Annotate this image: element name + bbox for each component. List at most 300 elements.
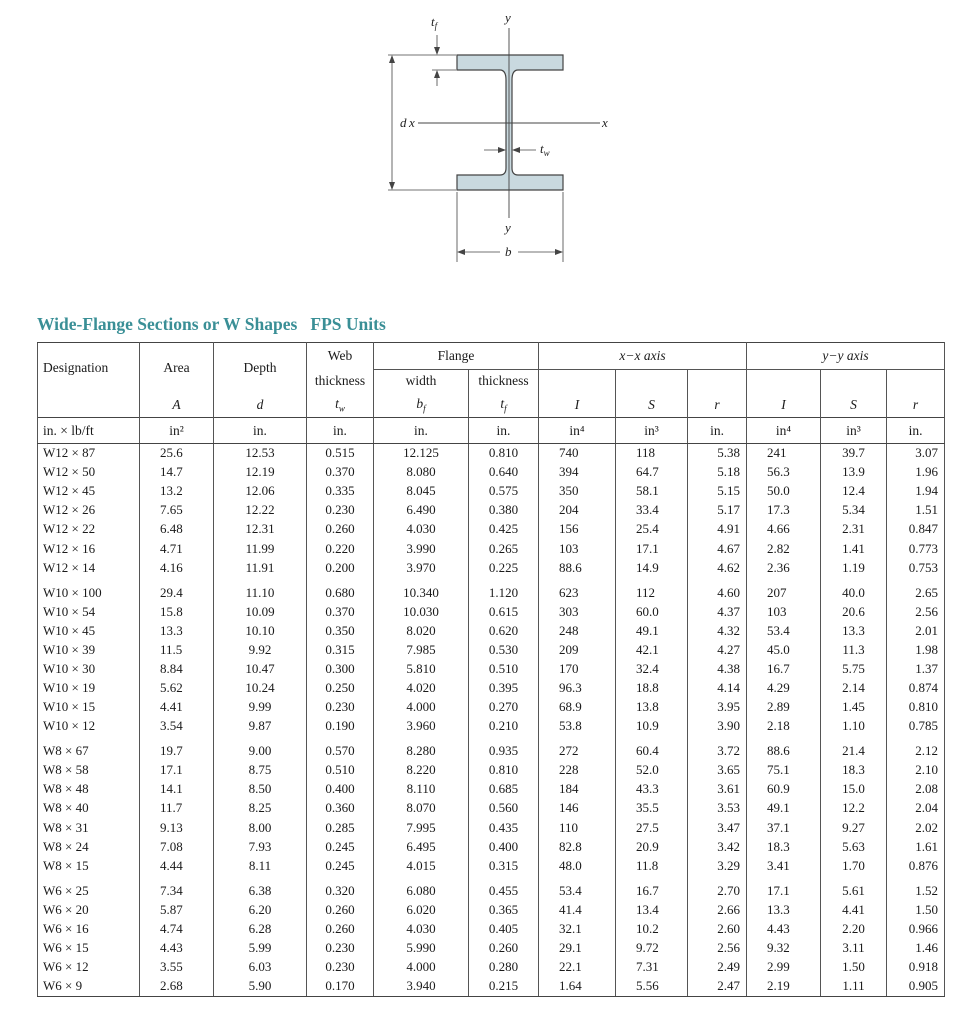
cell-flange-thickness: 0.530 (469, 641, 539, 660)
cell-flange-width: 3.990 (374, 539, 469, 558)
cell-area: 15.8 (140, 603, 214, 622)
unit-Sx: in³ (616, 418, 688, 444)
cell-sx: 25.4 (616, 520, 688, 539)
cell-iy: 60.9 (747, 780, 821, 799)
cell-designation: W10 × 19 (38, 679, 140, 698)
cell-ry: 0.785 (887, 717, 945, 736)
cell-rx: 3.53 (688, 799, 747, 818)
cell-ry: 2.01 (887, 622, 945, 641)
cell-sx: 52.0 (616, 761, 688, 780)
cell-designation: W10 × 100 (38, 577, 140, 602)
cell-area: 7.65 (140, 501, 214, 520)
cell-flange-width: 8.280 (374, 736, 469, 761)
header-depth: Depth (214, 343, 307, 393)
cell-iy: 103 (747, 603, 821, 622)
table-row (38, 875, 945, 900)
cell-designation: W8 × 58 (38, 761, 140, 780)
cell-web-thickness: 0.515 (307, 444, 374, 464)
cell-ix: 53.8 (539, 717, 616, 736)
table-row (38, 679, 945, 698)
cell-web-thickness: 0.680 (307, 577, 374, 602)
cell-flange-thickness: 0.380 (469, 501, 539, 520)
cell-ry: 1.94 (887, 482, 945, 501)
cell-flange-thickness: 0.400 (469, 837, 539, 856)
table-row (38, 736, 945, 761)
cell-ry: 2.65 (887, 577, 945, 602)
cell-web-thickness: 0.260 (307, 520, 374, 539)
cell-ry: 0.810 (887, 698, 945, 717)
cell-sx: 64.7 (616, 463, 688, 482)
cell-rx: 3.47 (688, 818, 747, 837)
symbol-Ix: I (539, 392, 616, 418)
cell-web-thickness: 0.230 (307, 939, 374, 958)
cell-flange-thickness: 0.435 (469, 818, 539, 837)
cell-ix: 170 (539, 660, 616, 679)
symbol-tw: $t_w$ (307, 392, 374, 418)
cell-ix: 248 (539, 622, 616, 641)
cell-ry: 1.61 (887, 837, 945, 856)
cell-sy: 2.20 (821, 920, 887, 939)
label-x-left: x (409, 115, 415, 130)
cell-ix: 103 (539, 539, 616, 558)
table-row (38, 780, 945, 799)
cell-iy: 45.0 (747, 641, 821, 660)
cell-web-thickness: 0.320 (307, 875, 374, 900)
cell-ry: 0.905 (887, 977, 945, 997)
symbol-Sy: S (821, 392, 887, 418)
cell-sx: 33.4 (616, 501, 688, 520)
cell-flange-thickness: 0.810 (469, 761, 539, 780)
table-row (38, 603, 945, 622)
cell-rx: 3.29 (688, 856, 747, 875)
cell-web-thickness: 0.260 (307, 901, 374, 920)
cell-web-thickness: 0.570 (307, 736, 374, 761)
cell-sy: 1.41 (821, 539, 887, 558)
table-row (38, 558, 945, 577)
cell-iy: 17.3 (747, 501, 821, 520)
cell-flange-width: 8.045 (374, 482, 469, 501)
cell-ry: 0.753 (887, 558, 945, 577)
cell-sy: 1.50 (821, 958, 887, 977)
cell-area: 14.1 (140, 780, 214, 799)
cell-sx: 32.4 (616, 660, 688, 679)
cell-iy: 4.29 (747, 679, 821, 698)
cell-depth: 9.87 (214, 717, 307, 736)
cell-web-thickness: 0.260 (307, 920, 374, 939)
cell-ix: 82.8 (539, 837, 616, 856)
cell-web-thickness: 0.190 (307, 717, 374, 736)
cell-ix: 29.1 (539, 939, 616, 958)
cell-area: 5.87 (140, 901, 214, 920)
cell-ix: 740 (539, 444, 616, 464)
label-tf: $t_f$ (431, 14, 438, 31)
cell-ry: 0.773 (887, 539, 945, 558)
cell-area: 6.48 (140, 520, 214, 539)
cell-ix: 53.4 (539, 875, 616, 900)
cell-sy: 20.6 (821, 603, 887, 622)
cell-sx: 13.4 (616, 901, 688, 920)
cell-designation: W6 × 12 (38, 958, 140, 977)
cell-rx: 3.72 (688, 736, 747, 761)
cell-sy: 12.4 (821, 482, 887, 501)
cell-sy: 11.3 (821, 641, 887, 660)
cell-area: 9.13 (140, 818, 214, 837)
cell-sx: 10.9 (616, 717, 688, 736)
label-b: b (505, 244, 512, 259)
cell-web-thickness: 0.285 (307, 818, 374, 837)
cell-depth: 12.19 (214, 463, 307, 482)
cell-web-thickness: 0.350 (307, 622, 374, 641)
cell-sy: 1.70 (821, 856, 887, 875)
table-row (38, 939, 945, 958)
label-d: d (400, 115, 407, 130)
cell-rx: 3.95 (688, 698, 747, 717)
table-row (38, 958, 945, 977)
header-xx-axis: x−x axis (539, 343, 747, 370)
table-row (38, 520, 945, 539)
cell-flange-thickness: 0.935 (469, 736, 539, 761)
cell-area: 4.74 (140, 920, 214, 939)
cell-rx: 4.27 (688, 641, 747, 660)
unit-depth: in. (214, 418, 307, 444)
cell-iy: 2.99 (747, 958, 821, 977)
cell-depth: 9.99 (214, 698, 307, 717)
cell-web-thickness: 0.170 (307, 977, 374, 997)
cell-iy: 75.1 (747, 761, 821, 780)
cell-iy: 50.0 (747, 482, 821, 501)
symbol-depth: d (214, 392, 307, 418)
cell-depth: 12.31 (214, 520, 307, 539)
table-row (38, 698, 945, 717)
cell-area: 7.34 (140, 875, 214, 900)
table-row (38, 920, 945, 939)
cell-iy: 37.1 (747, 818, 821, 837)
cell-area: 13.3 (140, 622, 214, 641)
cell-area: 19.7 (140, 736, 214, 761)
cell-sy: 2.31 (821, 520, 887, 539)
cell-iy: 56.3 (747, 463, 821, 482)
cell-ry: 1.98 (887, 641, 945, 660)
cell-area: 29.4 (140, 577, 214, 602)
cell-web-thickness: 0.370 (307, 603, 374, 622)
cell-designation: W8 × 24 (38, 837, 140, 856)
cell-web-thickness: 0.220 (307, 539, 374, 558)
cell-area: 8.84 (140, 660, 214, 679)
table-row (38, 482, 945, 501)
cell-sy: 39.7 (821, 444, 887, 464)
header-flange-thickness: thickness (469, 370, 539, 393)
cell-sy: 1.10 (821, 717, 887, 736)
cell-iy: 207 (747, 577, 821, 602)
cell-rx: 5.18 (688, 463, 747, 482)
cell-area: 4.71 (140, 539, 214, 558)
cell-area: 11.5 (140, 641, 214, 660)
cell-iy: 2.89 (747, 698, 821, 717)
cell-designation: W10 × 30 (38, 660, 140, 679)
label-tw: $t_w$ (540, 141, 550, 158)
label-x-right: x (602, 115, 608, 130)
cell-rx: 4.37 (688, 603, 747, 622)
cell-ix: 41.4 (539, 901, 616, 920)
cell-iy: 4.43 (747, 920, 821, 939)
cell-sy: 2.14 (821, 679, 887, 698)
symbol-area: A (140, 392, 214, 418)
cell-sx: 60.0 (616, 603, 688, 622)
cell-flange-thickness: 0.215 (469, 977, 539, 997)
cell-ix: 96.3 (539, 679, 616, 698)
cell-designation: W12 × 50 (38, 463, 140, 482)
cell-area: 3.54 (140, 717, 214, 736)
symbol-ry: r (887, 392, 945, 418)
cell-ix: 184 (539, 780, 616, 799)
cell-ix: 394 (539, 463, 616, 482)
cell-depth: 7.93 (214, 837, 307, 856)
cell-iy: 2.19 (747, 977, 821, 997)
table-row (38, 856, 945, 875)
cell-flange-thickness: 0.395 (469, 679, 539, 698)
cell-ix: 146 (539, 799, 616, 818)
header-web-line2: thickness (307, 370, 374, 393)
cell-flange-width: 4.000 (374, 958, 469, 977)
cell-designation: W8 × 15 (38, 856, 140, 875)
cell-depth: 10.24 (214, 679, 307, 698)
cell-area: 13.2 (140, 482, 214, 501)
cell-ry: 3.07 (887, 444, 945, 464)
cell-iy: 2.82 (747, 539, 821, 558)
cell-flange-thickness: 0.620 (469, 622, 539, 641)
cell-depth: 5.99 (214, 939, 307, 958)
cell-rx: 5.17 (688, 501, 747, 520)
unit-Sy: in³ (821, 418, 887, 444)
cell-sy: 13.3 (821, 622, 887, 641)
cell-sy: 4.41 (821, 901, 887, 920)
cell-sx: 11.8 (616, 856, 688, 875)
cell-sx: 112 (616, 577, 688, 602)
cell-designation: W12 × 14 (38, 558, 140, 577)
cell-flange-width: 4.015 (374, 856, 469, 875)
cell-area: 5.62 (140, 679, 214, 698)
cell-flange-width: 10.030 (374, 603, 469, 622)
cell-flange-thickness: 0.510 (469, 660, 539, 679)
cell-area: 14.7 (140, 463, 214, 482)
cell-ix: 209 (539, 641, 616, 660)
cell-flange-width: 8.020 (374, 622, 469, 641)
cell-ix: 48.0 (539, 856, 616, 875)
cell-depth: 8.00 (214, 818, 307, 837)
cell-depth: 8.75 (214, 761, 307, 780)
w-shape-cross-section-diagram (0, 0, 979, 300)
cell-depth: 10.09 (214, 603, 307, 622)
cell-sx: 42.1 (616, 641, 688, 660)
cell-flange-width: 6.490 (374, 501, 469, 520)
cell-rx: 2.60 (688, 920, 747, 939)
table-body (38, 444, 945, 997)
cell-flange-width: 12.125 (374, 444, 469, 464)
unit-tf: in. (469, 418, 539, 444)
cell-web-thickness: 0.370 (307, 463, 374, 482)
cell-rx: 3.65 (688, 761, 747, 780)
cell-rx: 5.38 (688, 444, 747, 464)
cell-designation: W12 × 26 (38, 501, 140, 520)
cell-iy: 88.6 (747, 736, 821, 761)
symbol-Iy: I (747, 392, 821, 418)
table-row (38, 761, 945, 780)
cell-sy: 9.27 (821, 818, 887, 837)
symbol-rx: r (688, 392, 747, 418)
cell-sx: 5.56 (616, 977, 688, 997)
cell-iy: 18.3 (747, 837, 821, 856)
cell-ix: 228 (539, 761, 616, 780)
cell-designation: W8 × 48 (38, 780, 140, 799)
cell-rx: 2.56 (688, 939, 747, 958)
cell-depth: 9.92 (214, 641, 307, 660)
cell-flange-thickness: 0.225 (469, 558, 539, 577)
cell-flange-thickness: 0.425 (469, 520, 539, 539)
cell-depth: 8.11 (214, 856, 307, 875)
table-row (38, 660, 945, 679)
cell-ix: 32.1 (539, 920, 616, 939)
cell-depth: 11.10 (214, 577, 307, 602)
cell-flange-width: 6.020 (374, 901, 469, 920)
cell-area: 4.44 (140, 856, 214, 875)
cell-flange-width: 8.110 (374, 780, 469, 799)
cell-designation: W8 × 67 (38, 736, 140, 761)
cell-flange-width: 8.080 (374, 463, 469, 482)
cell-sx: 49.1 (616, 622, 688, 641)
cell-designation: W10 × 45 (38, 622, 140, 641)
cell-flange-width: 3.970 (374, 558, 469, 577)
cell-sy: 1.45 (821, 698, 887, 717)
cell-rx: 4.62 (688, 558, 747, 577)
table-row (38, 901, 945, 920)
unit-bf: in. (374, 418, 469, 444)
cell-depth: 11.99 (214, 539, 307, 558)
cell-flange-width: 4.030 (374, 520, 469, 539)
cell-ry: 2.02 (887, 818, 945, 837)
table-row (38, 539, 945, 558)
header-web-line1: Web (307, 343, 374, 370)
cell-ry: 1.52 (887, 875, 945, 900)
symbol-tf: $t_f$ (469, 392, 539, 418)
cell-designation: W8 × 40 (38, 799, 140, 818)
cell-area: 25.6 (140, 444, 214, 464)
table-row (38, 818, 945, 837)
cell-ry: 0.876 (887, 856, 945, 875)
cell-sx: 16.7 (616, 875, 688, 900)
cell-flange-width: 4.020 (374, 679, 469, 698)
table-row (38, 622, 945, 641)
cell-web-thickness: 0.360 (307, 799, 374, 818)
label-y-bottom: y (505, 220, 511, 235)
cell-flange-width: 4.030 (374, 920, 469, 939)
cell-ry: 0.874 (887, 679, 945, 698)
cell-ry: 2.10 (887, 761, 945, 780)
cell-ry: 1.37 (887, 660, 945, 679)
cell-designation: W10 × 39 (38, 641, 140, 660)
cell-rx: 5.15 (688, 482, 747, 501)
cell-iy: 17.1 (747, 875, 821, 900)
cell-rx: 3.90 (688, 717, 747, 736)
cell-ry: 2.12 (887, 736, 945, 761)
cell-flange-thickness: 0.640 (469, 463, 539, 482)
cell-designation: W12 × 16 (38, 539, 140, 558)
cell-sy: 5.75 (821, 660, 887, 679)
cell-ry: 2.56 (887, 603, 945, 622)
cell-iy: 49.1 (747, 799, 821, 818)
cell-iy: 2.18 (747, 717, 821, 736)
cell-ix: 623 (539, 577, 616, 602)
cell-flange-thickness: 0.210 (469, 717, 539, 736)
cell-area: 11.7 (140, 799, 214, 818)
unit-ry: in. (887, 418, 945, 444)
cell-designation: W10 × 15 (38, 698, 140, 717)
cell-rx: 4.32 (688, 622, 747, 641)
cell-flange-thickness: 0.315 (469, 856, 539, 875)
header-area: Area (140, 343, 214, 393)
cell-depth: 8.50 (214, 780, 307, 799)
cell-designation: W6 × 20 (38, 901, 140, 920)
cell-flange-width: 5.810 (374, 660, 469, 679)
cell-sy: 1.11 (821, 977, 887, 997)
cell-designation: W6 × 15 (38, 939, 140, 958)
cell-sx: 58.1 (616, 482, 688, 501)
symbol-bf: $b_f$ (374, 392, 469, 418)
cell-flange-width: 8.070 (374, 799, 469, 818)
table-row (38, 717, 945, 736)
cell-ix: 350 (539, 482, 616, 501)
cell-sy: 3.11 (821, 939, 887, 958)
table-row (38, 463, 945, 482)
cell-sx: 27.5 (616, 818, 688, 837)
cell-ry: 1.96 (887, 463, 945, 482)
cell-flange-width: 3.960 (374, 717, 469, 736)
cell-iy: 53.4 (747, 622, 821, 641)
cell-flange-width: 5.990 (374, 939, 469, 958)
cell-area: 7.08 (140, 837, 214, 856)
cell-ix: 156 (539, 520, 616, 539)
cell-sx: 13.8 (616, 698, 688, 717)
cell-flange-thickness: 0.455 (469, 875, 539, 900)
cell-flange-width: 6.080 (374, 875, 469, 900)
cell-web-thickness: 0.400 (307, 780, 374, 799)
cell-flange-thickness: 0.365 (469, 901, 539, 920)
cell-area: 17.1 (140, 761, 214, 780)
cell-designation: W10 × 54 (38, 603, 140, 622)
table-row (38, 977, 945, 997)
cell-flange-width: 7.985 (374, 641, 469, 660)
cell-designation: W6 × 16 (38, 920, 140, 939)
cell-sy: 5.61 (821, 875, 887, 900)
cell-web-thickness: 0.300 (307, 660, 374, 679)
cell-sy: 15.0 (821, 780, 887, 799)
cell-ry: 0.918 (887, 958, 945, 977)
symbol-Sx: S (616, 392, 688, 418)
cell-ry: 1.50 (887, 901, 945, 920)
cell-designation: W8 × 31 (38, 818, 140, 837)
cell-flange-width: 6.495 (374, 837, 469, 856)
cell-ry: 1.46 (887, 939, 945, 958)
cell-rx: 3.42 (688, 837, 747, 856)
unit-rx: in. (688, 418, 747, 444)
cell-ry: 2.08 (887, 780, 945, 799)
w-shapes-table (37, 342, 945, 997)
cell-area: 4.16 (140, 558, 214, 577)
cell-iy: 3.41 (747, 856, 821, 875)
cell-ix: 88.6 (539, 558, 616, 577)
cell-web-thickness: 0.245 (307, 837, 374, 856)
cell-area: 4.43 (140, 939, 214, 958)
cell-ix: 303 (539, 603, 616, 622)
